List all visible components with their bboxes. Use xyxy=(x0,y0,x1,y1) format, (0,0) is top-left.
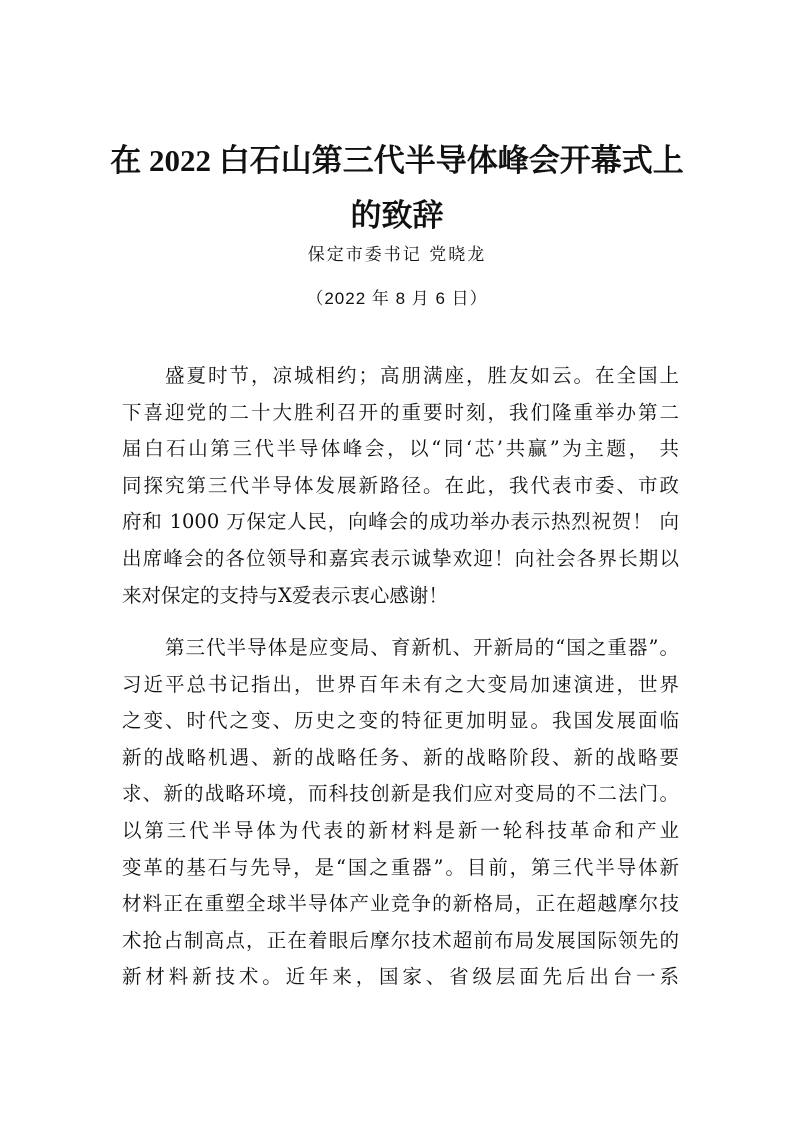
paragraph-1 xyxy=(122,358,679,614)
text-line: 新材料新技术。近年来，国家、省级层面先后出台一系 xyxy=(122,965,679,989)
text-line: 届白石山第三代半导体峰会，以“同‘芯’共赢”为主题， 共 xyxy=(122,437,679,461)
text-line: 下喜迎党的二十大胜利召开的重要时刻，我们隆重举办第二 xyxy=(122,400,679,424)
text-line: 以第三代半导体为代表的新材料是新一轮科技革命和产业 xyxy=(122,818,679,842)
paragraph-2 xyxy=(122,630,679,996)
text-line: 第三代半导体是应变局、育新机、开新局的“国之重器”。 xyxy=(165,636,679,659)
text-line: 变革的基石与先导，是“国之重器”。目前，第三代半导体新 xyxy=(122,855,679,879)
date-line: （2022 年 8 月 6 日） xyxy=(306,289,488,308)
text-line: 出席峰会的各位领导和嘉宾表示诚挚欢迎！向社会各界长期以 xyxy=(122,546,679,570)
author-line: 保定市委书记 党晓龙 xyxy=(307,245,487,265)
text-line: 习近平总书记指出，世界百年未有之大变局加速演进，世界 xyxy=(122,672,679,696)
text-line: 同探究第三代半导体发展新路径。在此，我代表市委、市政 xyxy=(122,473,679,497)
text-line: 求、新的战略环境，而科技创新是我们应对变局的不二法门。 xyxy=(122,782,679,806)
text-line: 之变、时代之变、历史之变的特征更加明显。我国发展面临 xyxy=(122,709,679,733)
text-line: 来对保定的支持与X爱表示衷心感谢！ xyxy=(122,583,448,607)
text-line: 材料正在重塑全球半导体产业竞争的新格局，正在超越摩尔技 xyxy=(122,892,679,916)
text-line: 府和 1000 万保定人民，向峰会的成功举办表示热烈祝贺！ 向 xyxy=(122,510,679,534)
document-title-line-1: 在 2022 白石山第三代半导体峰会开幕式上 xyxy=(110,143,684,178)
document-title-line-2: 的致辞 xyxy=(350,198,444,233)
text-line: 新的战略机遇、新的战略任务、新的战略阶段、新的战略要 xyxy=(122,745,679,769)
text-line: 盛夏时节，凉城相约；高朋满座，胜友如云。在全国上 xyxy=(165,364,679,387)
text-line: 术抢占制高点，正在着眼后摩尔技术超前布局发展国际领先的 xyxy=(122,928,679,952)
